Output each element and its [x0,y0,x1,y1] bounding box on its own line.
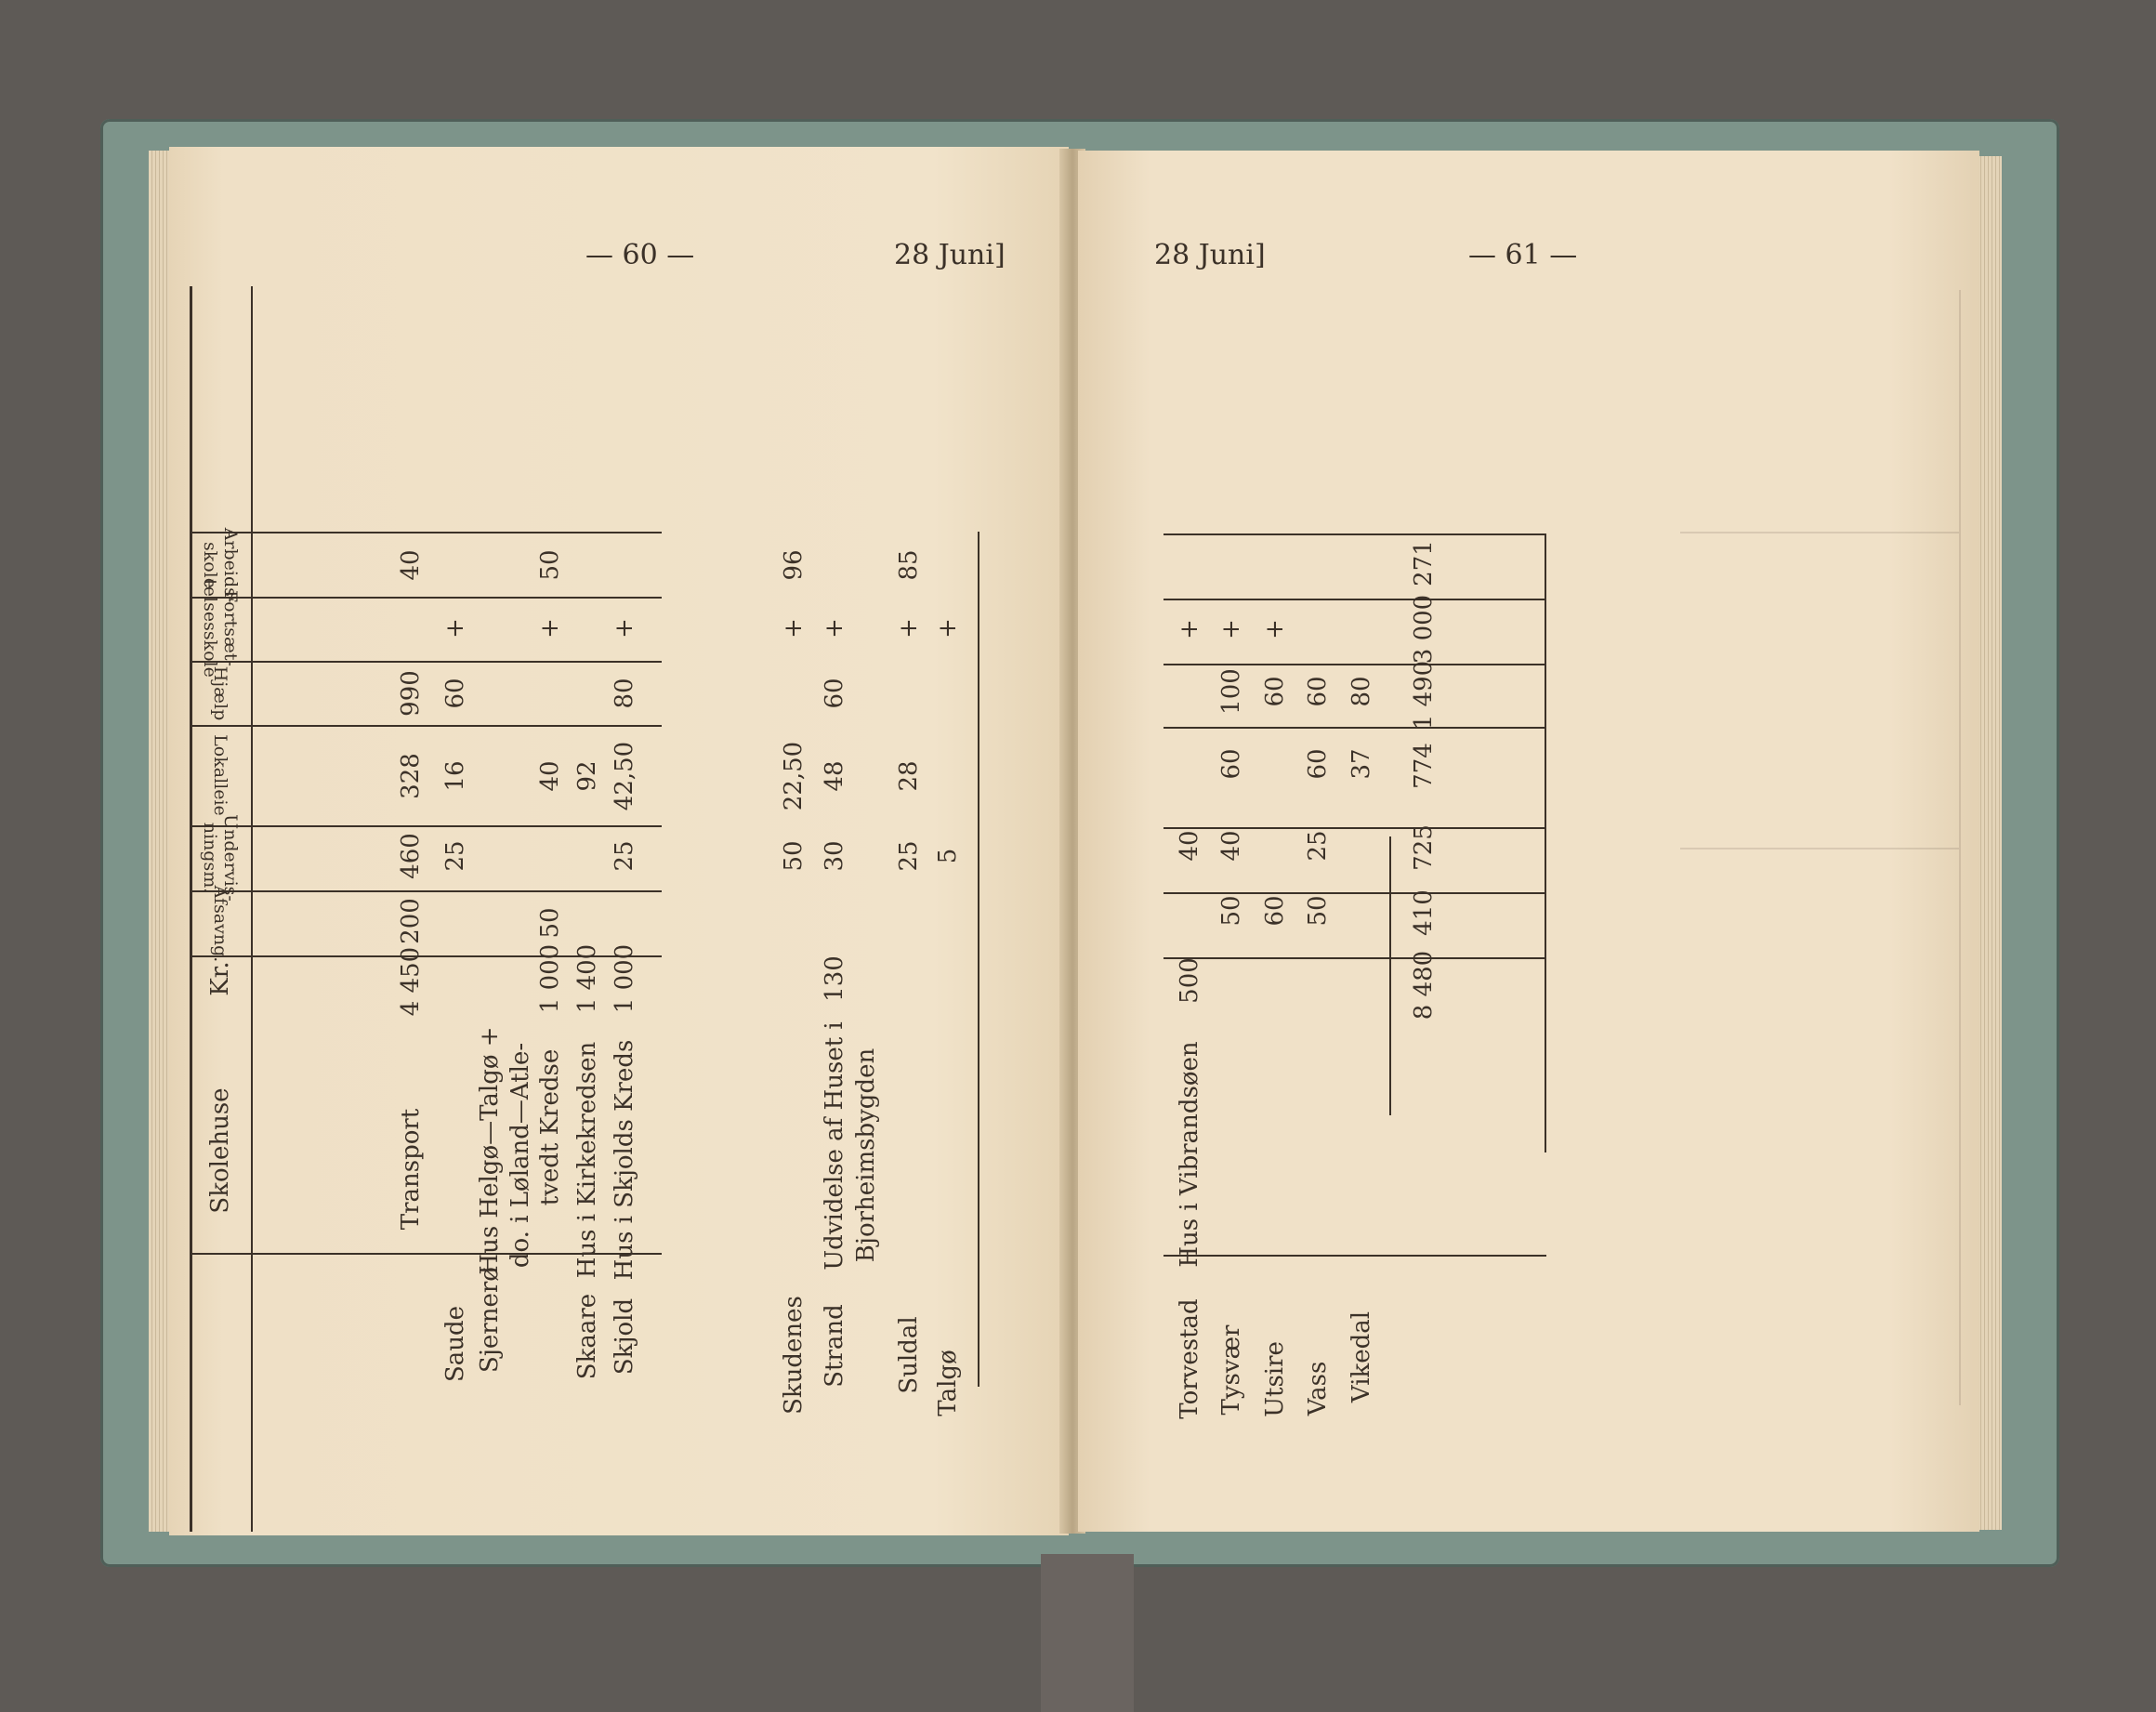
row-place: Skjold [611,1297,638,1376]
column-rule [1163,533,1546,535]
row-skolehus: Hus i Kirkekredsen [573,1041,601,1279]
cell-kr: 1 000 [611,943,638,1014]
cell-hjaelp: 100 [1217,668,1245,715]
cell-afsavng: 200 [397,898,425,944]
cell-lokalleie: 328 [397,753,425,799]
cell-undervisning: 50 [780,840,808,872]
right-page [1078,151,1979,1532]
row-skolehus: Bjorheimsbygden [852,1047,880,1263]
column-rule [1163,1255,1546,1257]
cell-arbeidsskole: 96 [780,549,808,581]
column-rule [1163,892,1546,894]
header-fortsaettelsesskole: Fortsæt- telsesskole [200,579,241,678]
cell-lokalleie: 42,50 [611,741,638,811]
header-hjaelp: Hjælp [210,665,230,721]
row-place: Saude [441,1305,469,1383]
row-skolehus: tvedt Kredse [536,1048,564,1206]
cell-undervisning: 30 [821,840,848,872]
column-rule [1163,664,1546,665]
row-place: Utsire [1261,1341,1289,1417]
spine [1041,1554,1134,1712]
cell-afsavng: 50 [1304,895,1332,927]
cell-arbeidsskole: 40 [397,549,425,581]
cell-afsavng: 60 [1261,895,1289,927]
cell-lokalleie: 22,50 [780,741,808,811]
table-border-bottom [978,532,979,1387]
column-rule [190,661,662,663]
bleed-through-rule [1680,848,1959,849]
cell-fortsaettelsesskole: + [441,618,469,639]
cell-hjaelp: 60 [1261,676,1289,707]
page-date: 28 Juni] [894,239,1006,271]
cell-lokalleie: 37 [1348,748,1375,780]
cell-kr: 500 [1176,957,1203,1004]
page-edges-right [1978,156,2002,1530]
bleed-through-rule [1959,290,1961,1405]
row-skolehus: Hus i Skjolds Kreds [611,1039,638,1281]
total-afsavng: 410 [1410,889,1438,936]
cell-fortsaettelsesskole: + [934,618,962,639]
header-skolehuse: Skolehuse [206,1087,234,1214]
cell-arbeidsskole: 50 [536,549,564,581]
row-place: Tysvær [1217,1324,1245,1416]
cell-hjaelp: 80 [1348,676,1375,707]
row-place: Vass [1304,1361,1332,1416]
cell-kr: 130 [821,955,848,1002]
cell-undervisning: 40 [1176,830,1203,862]
page-edges-left [149,151,171,1532]
total-undervisning: 725 [1410,824,1438,871]
cell-arbeidsskole: 85 [895,549,923,581]
bleed-through-rule [1680,532,1959,533]
column-rule [190,890,662,892]
cell-hjaelp: 990 [397,670,425,717]
cell-undervisning: 25 [441,840,469,872]
page-date: 28 Juni] [1154,239,1266,271]
cell-hjaelp: 60 [441,678,469,709]
row-place: Strand [821,1304,848,1388]
table-header-rule [251,286,253,1532]
column-rule [1163,827,1546,829]
cell-fortsaettelsesskole: + [895,618,923,639]
row-place: Sjernerø [476,1267,504,1373]
cell-fortsaettelsesskole: + [1176,619,1203,639]
left-page [169,147,1069,1535]
header-undervisning: Undervis- ningsm. [200,814,241,902]
column-rule [190,532,662,533]
cell-afsavng: 50 [1217,895,1245,927]
cell-undervisning: 25 [895,840,923,872]
column-rule [1163,727,1546,729]
header-lokalleie: Lokalleie [210,734,230,816]
page-number: — 61 — [1468,239,1578,271]
cell-hjaelp: 60 [821,678,848,709]
row-skolehus: Hus i Vibrandsøen [1176,1041,1203,1268]
cell-undervisning: 5 [934,848,962,864]
row-skolehus: do. i Løland—Atle- [506,1042,534,1269]
total-rule [1545,533,1546,1152]
row-skolehus: Hus Helgø—Talgø + [476,1026,504,1275]
cell-lokalleie: 48 [821,760,848,792]
cell-afsavng: 50 [536,907,564,939]
cell-undervisning: 460 [397,833,425,879]
cell-lokalleie: 16 [441,760,469,792]
cell-kr: 1 000 [536,943,564,1014]
cell-fortsaettelsesskole: + [1217,619,1245,639]
transport-label: Transport [397,1108,425,1231]
header-arbeidsskole: Arbeids- skole [200,527,241,603]
total-hjaelp: 1 490 [1410,660,1438,731]
column-rule [1163,957,1546,959]
row-skolehus: Udvidelse af Huset i [821,1021,848,1271]
cell-undervisning: 40 [1217,830,1245,862]
cell-fortsaettelsesskole: + [780,618,808,639]
row-place: Vikedal [1348,1310,1375,1403]
total-lokalleie: 774 [1410,743,1438,789]
total-arbeidsskole: 271 [1410,540,1438,586]
header-afsavng: Afsavng. [210,885,230,963]
row-place: Talgø [934,1350,962,1416]
column-rule [190,597,662,599]
cell-hjaelp: 80 [611,678,638,709]
cell-fortsaettelsesskole: + [1261,619,1289,639]
cell-lokalleie: 28 [895,760,923,792]
header-kr: Kr. [206,961,234,996]
cell-lokalleie: 60 [1217,748,1245,780]
sum-rule [1389,836,1391,1115]
row-place: Skaare [573,1293,601,1380]
total-kr: 8 480 [1410,950,1438,1021]
column-rule [190,725,662,727]
cell-undervisning: 25 [1304,830,1332,862]
column-rule [1163,599,1546,600]
cell-fortsaettelsesskole: + [821,618,848,639]
cell-lokalleie: 92 [573,760,601,792]
cell-fortsaettelsesskole: + [611,618,638,639]
page-number: — 60 — [585,239,695,271]
cell-lokalleie: 60 [1304,748,1332,780]
cell-kr: 4 450 [397,946,425,1017]
cell-undervisning: 25 [611,840,638,872]
cell-lokalleie: 40 [536,760,564,792]
cell-fortsaettelsesskole: + [536,618,564,639]
cell-kr: 1 400 [573,943,601,1014]
total-fortsaettelsesskole: 3 000 [1410,594,1438,665]
cell-hjaelp: 60 [1304,676,1332,707]
table-border-top [190,286,192,1532]
row-place: Torvestad [1176,1298,1203,1419]
row-place: Suldal [895,1316,923,1394]
column-rule [190,825,662,827]
row-place: Skudenes [780,1296,808,1415]
